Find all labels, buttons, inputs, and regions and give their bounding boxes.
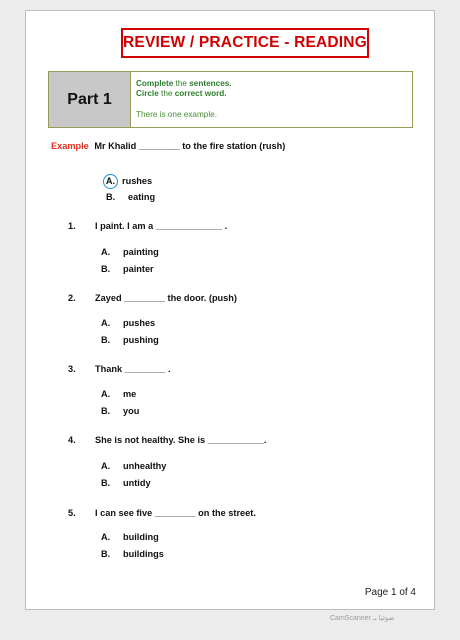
worksheet-page xyxy=(25,10,435,610)
page-number: Page 1 of 4 xyxy=(364,587,416,598)
question-1-option-b[interactable]: B. painter xyxy=(101,264,154,274)
question-2-option-a[interactable]: A. pushes xyxy=(101,318,156,328)
question-3: 3. Thank ________ . xyxy=(68,364,171,374)
part-header xyxy=(48,71,413,128)
part-divider xyxy=(130,72,131,127)
instruction-circle: Circle the correct word. xyxy=(136,89,227,98)
question-5-option-b[interactable]: B. buildings xyxy=(101,549,164,559)
question-4: 4. She is not healthy. She is ___________. xyxy=(68,435,267,445)
example-sentence xyxy=(51,141,285,151)
example-text: Mr Khalid ________ to the fire station (rush) xyxy=(94,141,286,151)
part-label: Part 1 xyxy=(49,72,130,127)
question-2-option-b[interactable]: B. pushing xyxy=(101,335,159,345)
question-4-option-b[interactable]: B. untidy xyxy=(101,478,151,488)
example-option-a[interactable]: A. rushes xyxy=(106,174,152,189)
question-3-option-a[interactable]: A. me xyxy=(101,389,137,399)
page-title: REVIEW / PRACTICE - READING xyxy=(123,34,367,51)
question-4-option-a[interactable]: A. unhealthy xyxy=(101,461,167,471)
question-2: 2. Zayed ________ the door. (push) xyxy=(68,293,237,303)
question-5-option-a[interactable]: A. building xyxy=(101,532,159,542)
title-box xyxy=(121,28,369,58)
example-option-b[interactable]: B. eating xyxy=(106,192,156,202)
instruction-complete: Complete the sentences. xyxy=(136,79,232,88)
question-3-option-b[interactable]: B. you xyxy=(101,406,140,416)
question-5: 5. I can see five ________ on the street. xyxy=(68,508,256,518)
question-1: 1. I paint. I am a _____________ . xyxy=(68,221,228,231)
instruction-example-note: There is one example. xyxy=(136,110,218,119)
circled-answer: A. xyxy=(103,174,118,189)
example-label: Example xyxy=(51,141,89,151)
question-1-option-a[interactable]: A. painting xyxy=(101,247,159,257)
scanner-watermark: CamScanner ضوئيا بـ xyxy=(330,615,395,622)
